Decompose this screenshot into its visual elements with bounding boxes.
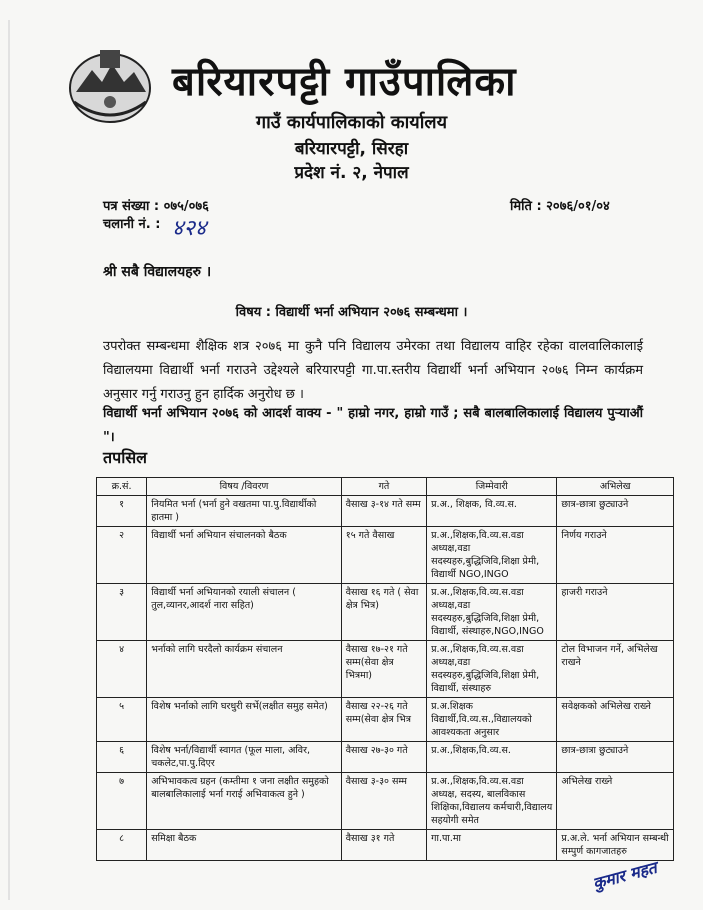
cell-responsibility: प्र.अ.,शिक्षक,वि.व्य.स.वडा अध्यक्ष, सदस्य, बालविकास शिक्षिका,विद्यालय कर्मचारी,विद्यालय सहयोगी समेत — [427, 773, 557, 830]
dispatch-number-label: चलानी नं. : — [103, 217, 161, 232]
cell-sn: १ — [97, 496, 147, 527]
slogan-paragraph: विद्यार्थी भर्ना अभियान २०७६ को आदर्श वाक्य - " हाम्रो नगर, हाम्रो गाउँ ; सबै बालबालिकालाई विद्यालय पुर्‍याऔं "। — [103, 406, 643, 445]
cell-subject: विद्यार्थी भर्ना अभियान संचालनको बैठक — [147, 527, 342, 584]
cell-sn: ६ — [97, 742, 147, 773]
col-header-subject: विषय /विवरण — [147, 478, 342, 496]
cell-sn: ७ — [97, 773, 147, 830]
table-row — [97, 527, 674, 584]
cell-record: छात्र-छात्रा छुट्याउने — [557, 742, 674, 773]
cell-responsibility: प्र.अ.,शिक्षक,वि.व्य.स. — [427, 742, 557, 773]
cell-responsibility: प्र.अ.शिक्षक विद्यार्थी,वि.व्य.स.,विद्यालयको आवश्यकता अनुसार — [427, 698, 557, 742]
cell-sn: ३ — [97, 584, 147, 641]
body-paragraph-1: उपरोक्त सम्बन्धमा शैक्षिक शत्र २०७६ मा कुनै पनि विद्यालय उमेरका तथा विद्यालय वाहिर रहेका वालवालिकालाई विद्यालयमा विद्यार्थी भर्ना गराउने उद्देश्यले बरियारपट्टी गा.पा.स्तरीय विद्यार्थी भर्ना अभियान २०७६ निम्न कार्यक्रम अनुसार गर्नु गराउनु हुन हार्दिक अनुरोध छ । — [103, 339, 643, 402]
stamp-signature: कुमार महत — [590, 857, 659, 894]
cell-record: छात्र-छात्रा छुट्याउने — [557, 496, 674, 527]
cell-responsibility: प्र.अ.,शिक्षक,वि.व्य.स.वडा अध्यक्ष,वडा सदस्यहरु,बुद्धिजिवि,शिक्षा प्रेमी, विद्यार्थी, संस्थाहरु,NGO,INGO — [427, 584, 557, 641]
table-row — [97, 830, 674, 861]
addressee: श्री सबै विद्यालयहरु । — [103, 264, 212, 280]
dispatch-number-handwritten: ४२४ — [172, 216, 207, 241]
table-body — [97, 496, 674, 861]
cell-record: अभिलेख राख्ने — [557, 773, 674, 830]
cell-record: टोल विभाजन गर्ने, अभिलेख राखने — [557, 641, 674, 698]
municipality-title: बरियारपट्टी गाउँपालिका — [172, 59, 517, 105]
cell-sn: २ — [97, 527, 147, 584]
table-row — [97, 641, 674, 698]
table-row — [97, 742, 674, 773]
cell-subject: विद्यार्थी भर्ना अभियानको रयाली संचालन ( तुल,व्यानर,आदर्श नारा सहित) — [147, 584, 342, 641]
cell-responsibility: प्र.अ.,शिक्षक,वि.व्य.स.वडा अध्यक्ष,वडा सदस्यहरु,बुद्धिजिवि,शिक्षा प्रेमी, विद्यार्थी, संस्थाहरु — [427, 641, 557, 698]
table-row — [97, 698, 674, 742]
cell-responsibility: प्र.अ.,शिक्षक,वि.व्य.स.वडा अध्यक्ष,वडा सदस्यहरु,बुद्धिजिवि,शिक्षा प्रेमी, विद्यार्थी NGO,INGO — [427, 527, 557, 584]
cell-subject: भर्नाको लागि घरदैलो कार्यक्रम संचालन — [147, 641, 342, 698]
letter-subject: विषय : विद्यार्थी भर्ना अभियान २०७६ सम्बन्धमा । — [235, 305, 468, 320]
letter-date: मिति : २०७६/०१/०४ — [510, 199, 610, 214]
cell-record: निर्णय गराउने — [557, 527, 674, 584]
col-header-responsibility: जिम्मेवारी — [427, 478, 557, 496]
cell-sn: ५ — [97, 698, 147, 742]
office-name: गाउँ कार्यपालिकाको कार्यालय — [255, 112, 448, 133]
col-header-date: गते — [341, 478, 426, 496]
cell-responsibility: प्र.अ., शिक्षक, वि.व्य.स. — [427, 496, 557, 527]
cell-date: १५ गते वैसाख — [341, 527, 426, 584]
col-header-record: अभिलेख — [557, 478, 674, 496]
table-header-row — [97, 478, 674, 496]
cell-sn: ४ — [97, 641, 147, 698]
cell-record: प्र.अ.ले. भर्ना अभियान सम्बन्धी सम्पुर्ण कागजातहरु — [557, 830, 674, 861]
letter-number: पत्र संख्या : ०७५/०७६ — [103, 199, 209, 214]
table-row — [97, 496, 674, 527]
cell-date: वैसाख २२-२६ गते सम्म(सेवा क्षेत्र भित्र — [341, 698, 426, 742]
cell-record: हाजरी गराउने — [557, 584, 674, 641]
cell-subject: समिक्षा बैठक — [147, 830, 342, 861]
cell-date: वैसाख ३१ गते — [341, 830, 426, 861]
cell-date: वैसाख २७-३० गते — [341, 742, 426, 773]
schedule-heading: तपसिल — [103, 448, 148, 467]
cell-sn: ८ — [97, 830, 147, 861]
cell-subject: विशेष भर्नाको लागि घरधुरी सर्भे(लक्षीत समुह समेत) — [147, 698, 342, 742]
col-header-sn: क्र.सं. — [97, 478, 147, 496]
cell-date: वैसाख १६ गते ( सेवा क्षेत्र भित्र) — [341, 584, 426, 641]
province-line: प्रदेश नं. २, नेपाल — [294, 163, 409, 183]
cell-date: वैसाख ३-३० सम्म — [341, 773, 426, 830]
office-address: बरियारपट्टी, सिरहा — [294, 139, 409, 159]
table-row — [97, 584, 674, 641]
cell-responsibility: गा.पा.मा — [427, 830, 557, 861]
schedule-table — [96, 477, 674, 861]
cell-subject: विशेष भर्ना/विद्यार्थी स्वागत (फूल माला, अविर, चकलेट,पा.पु.दिएर — [147, 742, 342, 773]
cell-subject: नियमित भर्ना (भर्ना हुने वखतमा पा.पु.विद्यार्थीको हातमा ) — [147, 496, 342, 527]
cell-date: वैसाख ३-१४ गते सम्म — [341, 496, 426, 527]
cell-date: वैसाख १७-२१ गते सम्म(सेवा क्षेत्र भित्रमा) — [341, 641, 426, 698]
table-row — [97, 773, 674, 830]
cell-record: सवेक्षकको अभिलेख राख्ने — [557, 698, 674, 742]
cell-subject: अभिभावकत्व ग्रहन (कम्तीमा १ जना लक्षीत समुहको बालबालिकालाई भर्ना गराई अभिवाकत्व हुने ) — [147, 773, 342, 830]
